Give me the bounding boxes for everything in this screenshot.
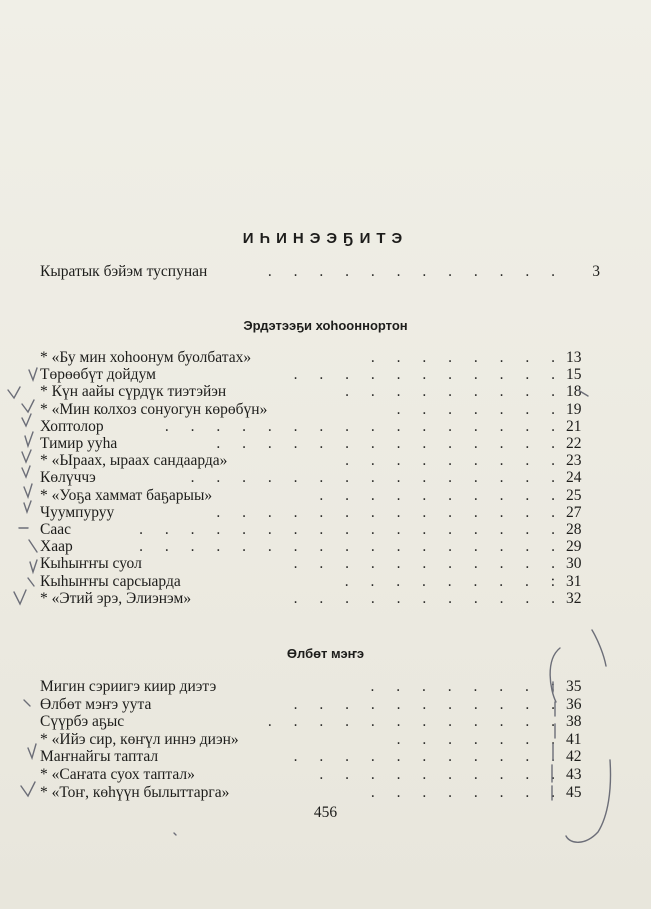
dot-leader: . . . . . . . . . . . . . . . . . bbox=[139, 521, 564, 538]
entry-title: Тимир ууһа bbox=[40, 435, 118, 452]
entry-page: 31 bbox=[566, 572, 582, 590]
entry-page: 41 bbox=[566, 730, 582, 748]
entry-page: 25 bbox=[566, 486, 582, 504]
dot-leader: . . . . . . . . . . . . bbox=[267, 713, 564, 731]
entry-title: Хоптолор bbox=[40, 417, 104, 435]
dot-leader: . . . . . . . . . . . bbox=[293, 695, 564, 713]
entry-title: Көлүччэ bbox=[40, 469, 96, 487]
entry-title: * «Мин колхоз сонуогун көрөбүн» bbox=[40, 400, 268, 418]
entry-title: * «Ыраах, ыраах сандаарда» bbox=[40, 452, 228, 470]
dot-leader: . . . . . . . . . bbox=[345, 383, 564, 401]
dot-leader: . . . . . . . . . . . . . . bbox=[216, 435, 564, 452]
entry-page: 21 bbox=[566, 417, 582, 435]
entry-title: Кыратык бэйэм туспунан bbox=[40, 263, 208, 280]
entry-title: Кыһыҥҥы сарсыарда bbox=[40, 572, 181, 590]
dot-leader: . . . . . . . . . . . bbox=[293, 555, 564, 573]
entry-title: Саас bbox=[40, 521, 71, 538]
dot-leader: . . . . . . . . . . . . . . . bbox=[190, 469, 564, 487]
entry-page: 42 bbox=[566, 748, 582, 766]
entry-page: 30 bbox=[566, 555, 582, 573]
entry-title: Мигин сэриигэ киир диэтэ bbox=[40, 678, 217, 695]
entry-page: 27 bbox=[566, 503, 582, 521]
dot-leader: . . . . . . . . . . bbox=[319, 486, 564, 504]
dot-leader: . . . . . . . . . bbox=[345, 452, 564, 470]
entry-page: 3 bbox=[592, 263, 600, 280]
entry-title: Кыһыҥҥы суол bbox=[40, 555, 142, 573]
entry-title: Төрөөбүт дойдум bbox=[40, 366, 156, 384]
entry-page: 23 bbox=[566, 452, 582, 470]
dot-leader: . . . . . . . bbox=[396, 730, 564, 748]
dot-leader: . . . . . . . . . . . . . . . . bbox=[164, 417, 564, 435]
entry-title: Сүүрбэ аҕыс bbox=[40, 713, 125, 731]
entry-title: * «Саҥата суох таптал» bbox=[40, 766, 195, 783]
entry-page: 18 bbox=[566, 383, 582, 401]
entry-title: * «Бу мин хоһоонум буолбатах» bbox=[40, 349, 252, 366]
entry-title: * «Уоҕа хаммат баҕарыы» bbox=[40, 486, 213, 504]
dot-leader: . . . . . . . . . . . . . . . . . bbox=[139, 538, 564, 556]
entry-page: 19 bbox=[566, 400, 582, 418]
dot-leader: . . . . . . . . . . . bbox=[293, 366, 564, 384]
dot-leader: . . . . . . . . . . . bbox=[293, 589, 564, 607]
section-title: Эрдэтээҕи хоһооннортон bbox=[243, 318, 408, 333]
entry-title: * «Этий эрэ, Элиэнэм» bbox=[40, 589, 192, 607]
entry-page: 43 bbox=[566, 766, 582, 783]
dot-leader: . . . . . . . . . . bbox=[319, 766, 564, 783]
entry-title: Өлбөт мэҥэ уута bbox=[40, 695, 152, 713]
entry-page: 35 bbox=[566, 678, 582, 695]
entry-page: 45 bbox=[566, 783, 582, 801]
entry-title: Чуумпуруу bbox=[40, 503, 115, 521]
dot-leader: . . . . . . . . . . . bbox=[293, 748, 564, 766]
section-title: Өлбөт мэҥэ bbox=[286, 646, 365, 661]
entry-page: 36 bbox=[566, 695, 582, 713]
dot-leader: . . . . . . . . : bbox=[344, 572, 564, 590]
page-number: 456 bbox=[313, 804, 338, 821]
dot-leader: . . . . . . . : bbox=[370, 678, 564, 695]
entry-page: 38 bbox=[566, 713, 582, 731]
dot-leader: . . . . . . . . bbox=[370, 349, 564, 366]
entry-page: 29 bbox=[566, 538, 582, 556]
dot-leader: . . . . . . . . bbox=[370, 783, 564, 801]
entry-title: Маҥнайгы таптал bbox=[40, 748, 159, 766]
dot-leader: . . . . . . . . . . . . . . bbox=[216, 503, 564, 521]
entry-page: 22 bbox=[566, 435, 582, 452]
entry-page: 13 bbox=[566, 349, 582, 366]
entry-title: * «Тоҥ, көһүүн былыттарга» bbox=[40, 783, 230, 801]
entry-title: Хаар bbox=[40, 538, 73, 556]
entry-page: 24 bbox=[566, 469, 582, 487]
entry-page: 15 bbox=[566, 366, 582, 384]
entry-page: 32 bbox=[566, 589, 582, 607]
contents-heading: ИҺИНЭЭҔИТЭ bbox=[242, 230, 409, 247]
dot-leader: . . . . . . . . . . . . bbox=[267, 263, 564, 280]
entry-page: 28 bbox=[566, 521, 582, 538]
entry-title: * «Ийэ сир, көҥүл иннэ диэн» bbox=[40, 730, 239, 748]
dot-leader: . . . . . . . bbox=[396, 400, 564, 418]
entry-title: * Күн аайы сүрдүк тиэтэйэн bbox=[40, 383, 227, 401]
